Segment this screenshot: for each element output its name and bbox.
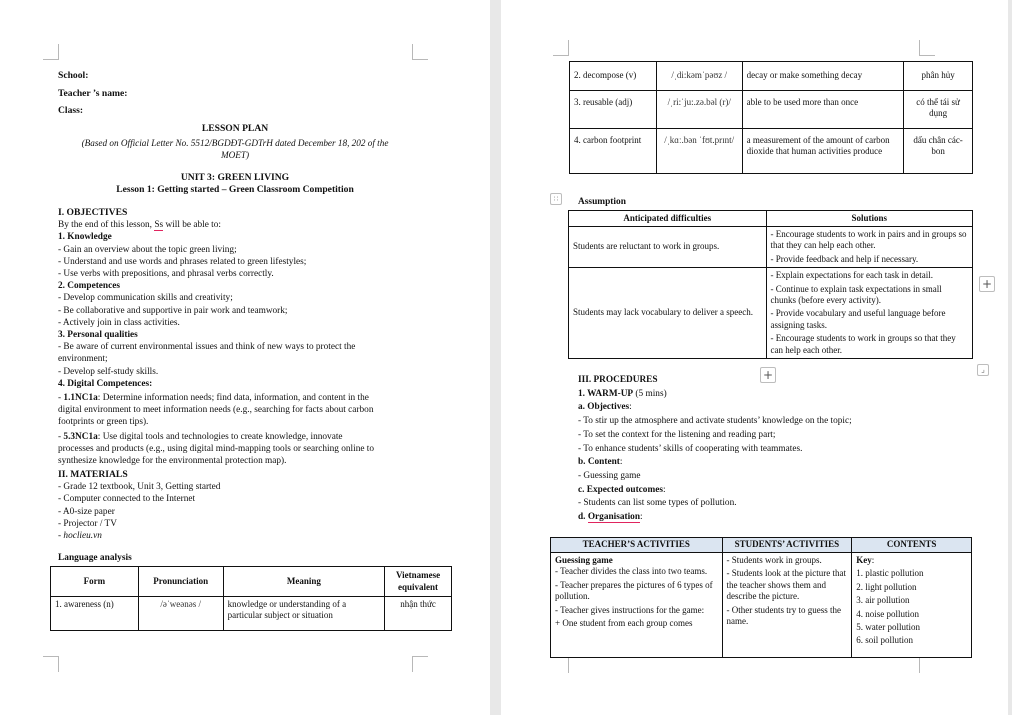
solution-item: - Provide feedback and help if necessary.	[770, 253, 919, 264]
materials-section	[58, 469, 438, 542]
objectives-heading: I. OBJECTIVES	[58, 207, 128, 218]
material-item: - hoclieu.vn	[58, 531, 102, 542]
table-resize-handle-icon[interactable]: ⌟	[977, 364, 989, 376]
competence-item: - Actively join in class activities.	[58, 317, 180, 328]
margin-corner-mark	[553, 657, 569, 673]
teacher-name-field-label: Teacher ’s name:	[58, 88, 128, 99]
assumption-table	[568, 210, 973, 359]
column-header: CONTENTS	[852, 538, 972, 553]
difficulty-cell: Students may lack vocabulary to deliver a speech.	[569, 268, 767, 359]
key-item: 6. soil pollution	[856, 635, 913, 646]
competences-heading: 2. Competences	[58, 281, 120, 292]
meaning-cell: a measurement of the amount of carbon dioxide that human activities produce	[742, 129, 904, 174]
digital-competence-line: footprints or green tips).	[58, 417, 149, 428]
vietnamese-cell: có thể tái sử dụng	[904, 91, 973, 129]
spelling-flag[interactable]: Ss	[154, 220, 164, 231]
competence-item: - Be collaborative and supportive in pair work and teamwork;	[58, 305, 288, 316]
warmup-heading: 1. WARM-UP (5 mins)	[578, 388, 667, 399]
knowledge-item: - Understand and use words and phrases related to green lifestyles;	[58, 256, 307, 267]
add-row-icon[interactable]: +	[760, 367, 776, 383]
form-cell: 1. awareness (n)	[51, 597, 139, 631]
personal-quality-item: - Be aware of current environmental issues and think of new ways to protect the	[58, 342, 356, 353]
student-activity-item: - Students look at the picture that the teacher shows them and describe the picture.	[726, 568, 847, 602]
vietnamese-cell: dấu chân các-bon	[904, 129, 973, 174]
teacher-activity-item: - Teacher divides the class into two teams.	[555, 566, 708, 577]
content-heading: b. Content:	[578, 457, 623, 468]
material-item: - A0-size paper	[58, 506, 115, 517]
material-item: - Projector / TV	[58, 518, 117, 529]
column-header: TEACHER’S ACTIVITIES	[551, 538, 723, 553]
form-cell: 4. carbon footprint	[570, 129, 657, 174]
teacher-activities-cell	[551, 553, 723, 658]
organisation-heading: d. Organisation:	[578, 512, 643, 523]
digital-competences-heading: 4. Digital Competences:	[58, 378, 153, 389]
meaning-cell: able to be used more than once	[742, 91, 904, 129]
column-header: Form	[51, 567, 139, 597]
language-analysis-table-continued	[569, 61, 973, 174]
digital-competence-line: synthesize knowledge for the environmental protection map).	[58, 456, 287, 467]
digital-competence-line: - 5.3NC1a: Use digital tools and technologies to create knowledge, innovate	[58, 431, 343, 442]
column-header: Solutions	[766, 211, 973, 227]
column-header: Anticipated difficulties	[569, 211, 767, 227]
warmup-objective-item: - To enhance students’ skills of cooperating with teammates.	[578, 443, 803, 454]
margin-corner-mark	[412, 656, 428, 672]
competence-item: - Develop communication skills and creativity;	[58, 293, 233, 304]
activities-table	[550, 537, 972, 658]
key-heading: Key:	[856, 555, 875, 565]
table-row	[569, 268, 973, 359]
warmup-objectives-heading: a. Objectives:	[578, 402, 632, 413]
margin-corner-mark	[43, 656, 59, 672]
teacher-activity-item: - Teacher prepares the pictures of 6 types of pollution.	[555, 579, 713, 602]
margin-corner-mark	[412, 44, 428, 60]
teacher-activity-item: + One student from each group comes	[555, 618, 693, 629]
key-item: 2. light pollution	[856, 581, 917, 592]
margin-corner-mark	[919, 657, 935, 673]
language-analysis-table	[50, 566, 452, 631]
solution-item: - Encourage students to work in groups so that they can help each other.	[770, 333, 956, 355]
solution-item: - Encourage students to work in pairs and in groups so that they can help each other.	[770, 229, 967, 251]
form-cell: 2. decompose (v)	[570, 62, 657, 91]
table-row	[570, 91, 973, 129]
column-header: Vietnamese equivalent	[385, 567, 452, 597]
pronunciation-cell: /ˌdi:kəmˈpəʊz /	[656, 62, 742, 91]
warmup-objective-item: - To set the context for the listening and reading part;	[578, 429, 776, 440]
add-column-icon[interactable]: +	[979, 276, 995, 292]
document-page-2[interactable]	[501, 0, 1008, 715]
pronunciation-cell: /ˌkɑː.bən ˈfʊt.prɪnt/	[656, 129, 742, 174]
procedures-section	[578, 374, 978, 523]
meaning-cell: decay or make something decay	[742, 62, 904, 91]
solution-item: - Continue to explain task expectations in small chunks (before every activity).	[770, 283, 942, 306]
students-activities-cell	[722, 553, 852, 658]
table-row	[570, 62, 973, 91]
column-header: Pronunciation	[138, 567, 223, 597]
expected-outcomes-heading: c. Expected outcomes:	[578, 484, 666, 495]
digital-competence-line: processes and products (e.g., using digital mind-mapping tools or searching online to	[58, 443, 375, 454]
school-field-label: School:	[58, 70, 89, 81]
table-row	[569, 227, 973, 268]
warmup-objective-item: - To stir up the atmosphere and activate students’ knowledge on the topic;	[578, 416, 852, 427]
objectives-intro: By the end of this lesson, Ss will be able to:	[58, 220, 221, 231]
key-item: 3. air pollution	[856, 595, 910, 606]
materials-heading: II. MATERIALS	[58, 469, 128, 480]
margin-corner-mark	[553, 40, 569, 56]
vietnamese-cell: nhận thức	[385, 597, 452, 631]
page-gutter	[490, 0, 501, 715]
contents-cell	[852, 553, 972, 658]
column-header: STUDENTS’ ACTIVITIES	[722, 538, 852, 553]
content-item: - Guessing game	[578, 470, 641, 481]
column-header: Meaning	[223, 567, 384, 597]
digital-competence-line: digital environment to meet information needs (e.g., searching for facts about carbon	[58, 405, 374, 416]
student-activity-item: - Other students try to guess the name.	[726, 604, 842, 627]
table-row	[551, 553, 972, 658]
key-item: 1. plastic pollution	[856, 568, 924, 579]
pronunciation-cell: /ˌri:ˈju:.zə.bəl (r)/	[656, 91, 742, 129]
difficulty-cell: Students are reluctant to work in groups.	[569, 227, 767, 268]
form-cell: 3. reusable (adj)	[570, 91, 657, 129]
document-page-1[interactable]	[0, 0, 490, 715]
student-activity-item: - Students work in groups.	[726, 555, 822, 565]
vietnamese-cell: phân hủy	[904, 62, 973, 91]
meaning-cell: knowledge or understanding of a particular subject or situation	[223, 597, 384, 631]
solution-item: - Explain expectations for each task in detail.	[770, 270, 933, 281]
table-row	[51, 597, 452, 631]
table-move-handle-icon[interactable]: ∷	[550, 193, 562, 205]
class-field-label: Class:	[58, 105, 84, 116]
document-subtitle-line2: MOET)	[220, 150, 250, 160]
solution-item: - Provide vocabulary and useful language before assigning tasks.	[770, 308, 946, 330]
outcome-item: - Students can list some types of pollution.	[578, 498, 737, 509]
solutions-cell	[766, 268, 973, 359]
material-item: - Computer connected to the Internet	[58, 494, 196, 505]
knowledge-heading: 1. Knowledge	[58, 232, 112, 243]
personal-quality-item: environment;	[58, 354, 108, 365]
unit-title: UNIT 3: GREEN LIVING	[180, 172, 290, 183]
margin-corner-mark	[919, 40, 935, 56]
knowledge-item: - Gain an overview about the topic green living;	[58, 244, 237, 255]
assumption-heading: Assumption	[578, 197, 626, 207]
objectives-section	[58, 207, 438, 467]
document-subtitle-line1: (Based on Official Letter No. 5512/BGDĐT-GDTrH dated December 18, 202 of the	[81, 138, 389, 148]
lesson-title: Lesson 1: Getting started – Green Classroom Competition	[116, 184, 354, 195]
solutions-cell	[766, 227, 973, 268]
key-item: 5. water pollution	[856, 622, 920, 633]
language-analysis-heading: Language analysis	[58, 553, 132, 563]
personal-quality-item: - Develop self-study skills.	[58, 366, 159, 377]
margin-corner-mark	[43, 44, 59, 60]
personal-qualities-heading: 3. Personal qualities	[58, 330, 138, 341]
material-item: - Grade 12 textbook, Unit 3, Getting started	[58, 482, 221, 493]
key-item: 4. noise pollution	[856, 608, 919, 619]
knowledge-item: - Use verbs with prepositions, and phrasal verbs correctly.	[58, 269, 274, 280]
digital-competence-line: - 1.1NC1a: Determine information needs; find data, information, and content in the	[58, 393, 369, 404]
teacher-activity-item: - Teacher gives instructions for the game:	[555, 604, 705, 615]
document-title: LESSON PLAN	[201, 123, 269, 134]
spelling-flag[interactable]: Organisation	[587, 512, 641, 523]
activity-title: Guessing game	[555, 555, 613, 565]
procedures-heading: III. PROCEDURES	[578, 375, 658, 385]
page-gutter	[1008, 0, 1012, 715]
table-row	[570, 129, 973, 174]
pronunciation-cell: /əˈweənəs /	[138, 597, 223, 631]
